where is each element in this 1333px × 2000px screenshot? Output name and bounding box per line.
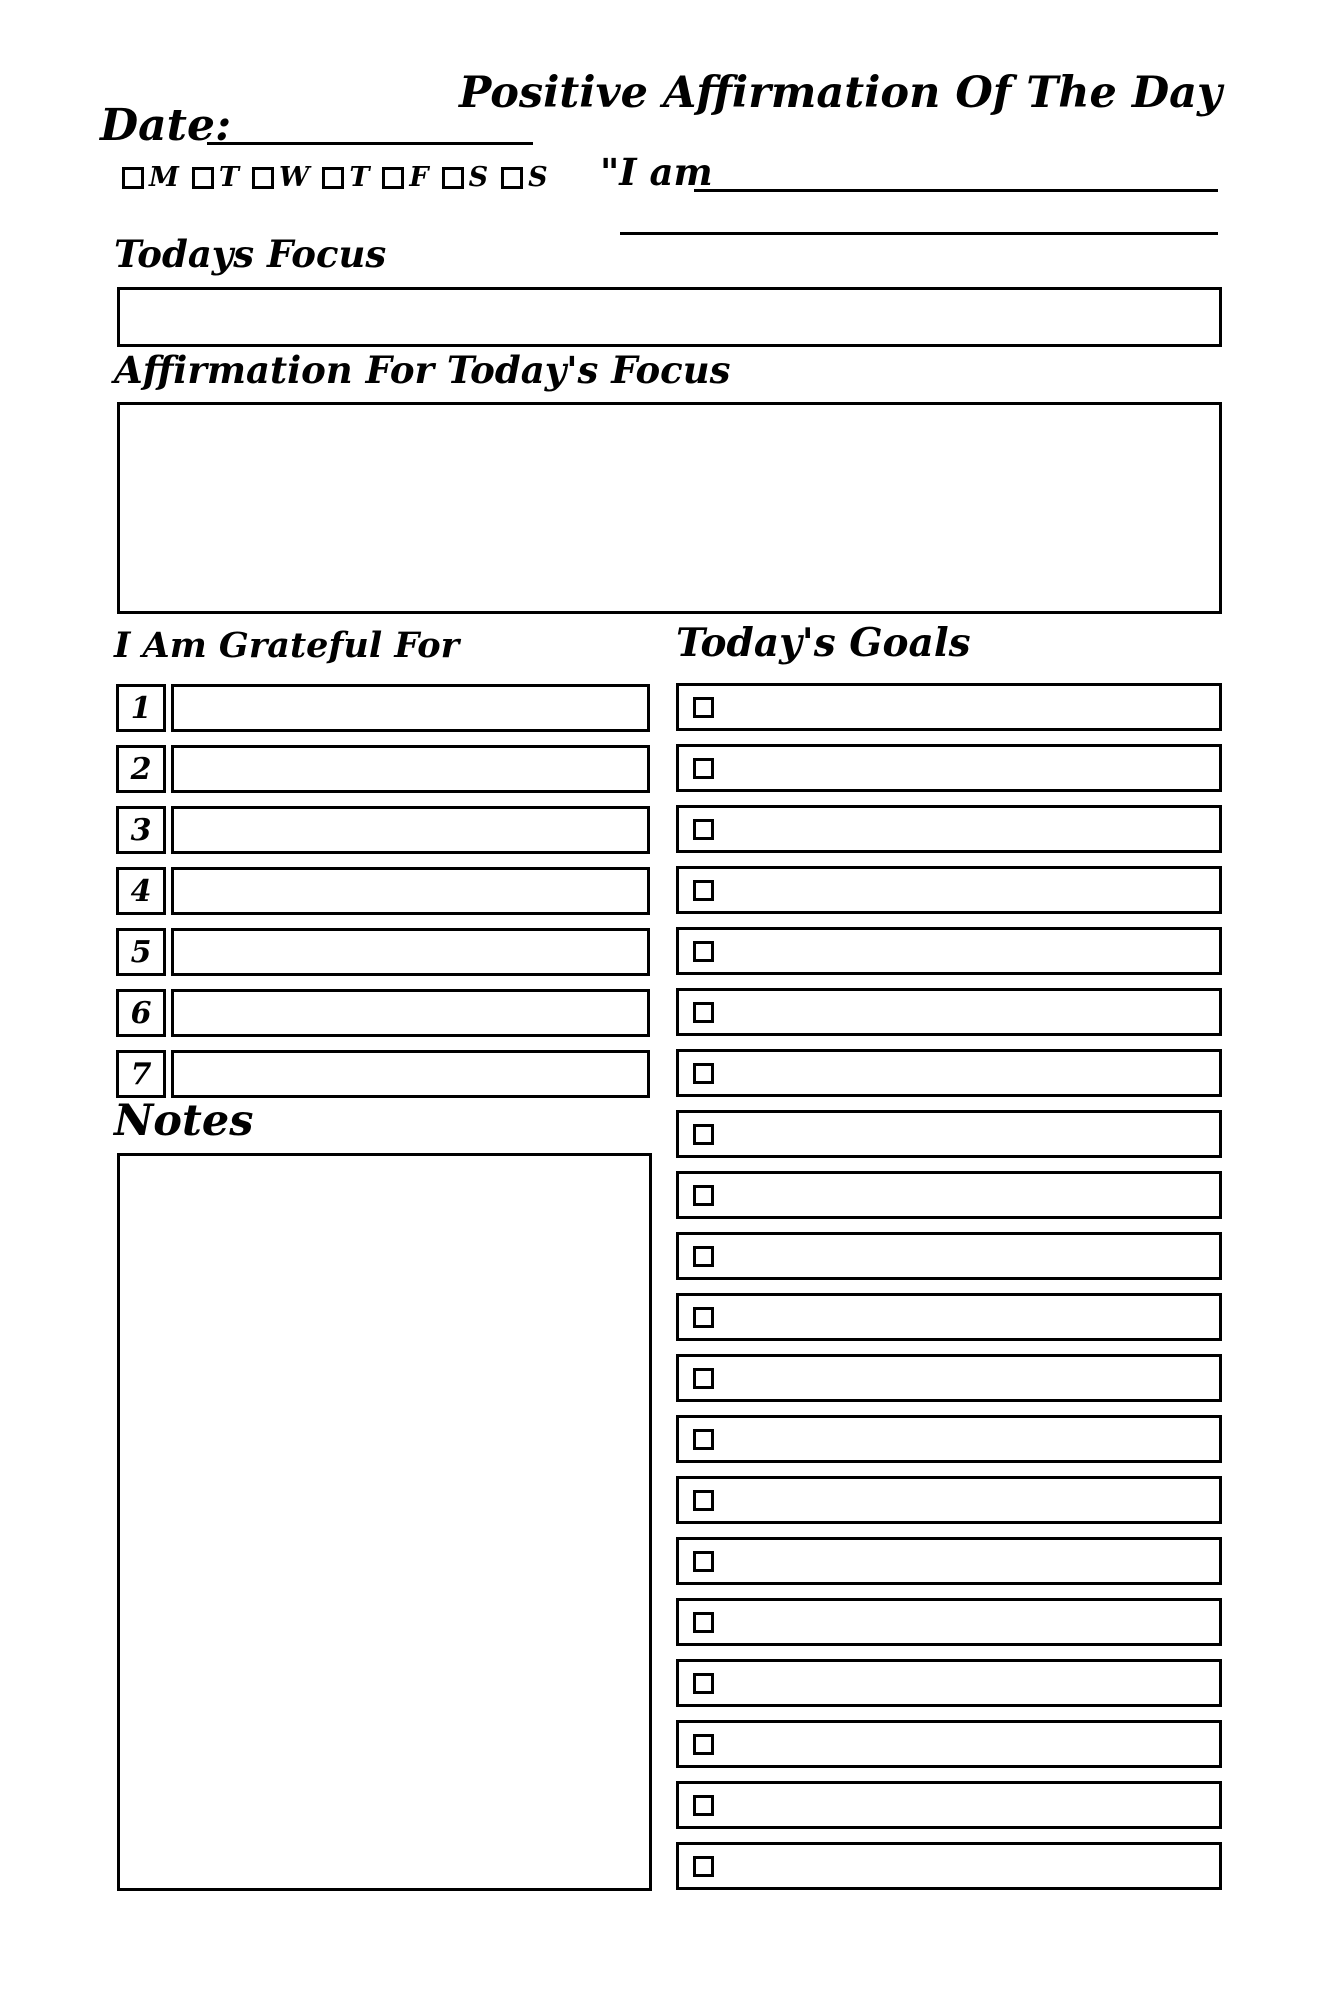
- goal-input-row-6[interactable]: [676, 988, 1222, 1036]
- day-letter: W: [278, 162, 310, 193]
- goal-checkbox-4[interactable]: [693, 880, 714, 901]
- day-letter: S: [468, 162, 489, 193]
- day-item-6: [442, 164, 489, 191]
- goal-input-row-7[interactable]: [676, 1049, 1222, 1097]
- goal-checkbox-8[interactable]: [693, 1124, 714, 1145]
- notes-label: Notes: [114, 1096, 254, 1146]
- grateful-row: [116, 684, 650, 732]
- goal-checkbox-9[interactable]: [693, 1185, 714, 1206]
- goal-input-row-11[interactable]: [676, 1293, 1222, 1341]
- day-letter: T: [349, 162, 370, 193]
- goal-input-row-9[interactable]: [676, 1171, 1222, 1219]
- grateful-row: [116, 806, 650, 854]
- goal-checkbox-18[interactable]: [693, 1734, 714, 1755]
- goal-input-row-19[interactable]: [676, 1781, 1222, 1829]
- goal-checkbox-7[interactable]: [693, 1063, 714, 1084]
- i-am-input-line-2[interactable]: [620, 232, 1218, 235]
- todays-focus-input-box[interactable]: [117, 287, 1222, 347]
- goal-checkbox-14[interactable]: [693, 1490, 714, 1511]
- todays-goals-label: Today's Goals: [676, 620, 971, 666]
- day-checkbox-m-1[interactable]: [122, 167, 144, 189]
- grateful-list: [116, 684, 650, 1098]
- goal-checkbox-20[interactable]: [693, 1856, 714, 1877]
- grateful-row: [116, 1050, 650, 1098]
- goal-checkbox-10[interactable]: [693, 1246, 714, 1267]
- grateful-row: [116, 745, 650, 793]
- day-checkbox-s-6[interactable]: [442, 167, 464, 189]
- day-checkbox-s-7[interactable]: [501, 167, 523, 189]
- day-letter: F: [409, 162, 429, 193]
- i-am-label: "I am: [600, 150, 713, 194]
- i-am-input-line-1[interactable]: [694, 189, 1218, 192]
- goal-checkbox-16[interactable]: [693, 1612, 714, 1633]
- grateful-number-1: 1: [116, 684, 166, 732]
- goal-checkbox-2[interactable]: [693, 758, 714, 779]
- goal-input-row-18[interactable]: [676, 1720, 1222, 1768]
- notes-input-box[interactable]: [117, 1153, 652, 1891]
- grateful-row: [116, 867, 650, 915]
- goal-input-row-8[interactable]: [676, 1110, 1222, 1158]
- goal-checkbox-3[interactable]: [693, 819, 714, 840]
- day-checkbox-t-4[interactable]: [322, 167, 344, 189]
- grateful-row: [116, 989, 650, 1037]
- date-input-line[interactable]: [207, 142, 533, 145]
- grateful-number-2: 2: [116, 745, 166, 793]
- grateful-input-3[interactable]: [171, 806, 650, 854]
- grateful-input-4[interactable]: [171, 867, 650, 915]
- grateful-input-6[interactable]: [171, 989, 650, 1037]
- day-letter: T: [218, 162, 239, 193]
- day-letter: S: [528, 162, 548, 193]
- goal-input-row-1[interactable]: [676, 683, 1222, 731]
- grateful-input-5[interactable]: [171, 928, 650, 976]
- day-item-7: [501, 164, 548, 191]
- goal-input-row-15[interactable]: [676, 1537, 1222, 1585]
- goal-checkbox-5[interactable]: [693, 941, 714, 962]
- grateful-number-5: 5: [116, 928, 166, 976]
- date-label: Date:: [100, 100, 232, 151]
- grateful-number-4: 4: [116, 867, 166, 915]
- goal-input-row-20[interactable]: [676, 1842, 1222, 1890]
- goal-checkbox-11[interactable]: [693, 1307, 714, 1328]
- goal-input-row-17[interactable]: [676, 1659, 1222, 1707]
- grateful-row: [116, 928, 650, 976]
- goal-input-row-4[interactable]: [676, 866, 1222, 914]
- goal-input-row-12[interactable]: [676, 1354, 1222, 1402]
- day-checkbox-f-5[interactable]: [382, 167, 404, 189]
- day-item-4: [322, 164, 369, 191]
- goals-list: [676, 683, 1222, 1890]
- goal-checkbox-15[interactable]: [693, 1551, 714, 1572]
- todays-focus-label: Todays Focus: [114, 232, 387, 276]
- grateful-number-3: 3: [116, 806, 166, 854]
- goal-input-row-14[interactable]: [676, 1476, 1222, 1524]
- day-checkbox-row: [122, 164, 561, 191]
- grateful-number-7: 7: [116, 1050, 166, 1098]
- day-item-3: [252, 164, 309, 191]
- grateful-input-7[interactable]: [171, 1050, 650, 1098]
- day-checkbox-t-2[interactable]: [192, 167, 214, 189]
- goal-checkbox-6[interactable]: [693, 1002, 714, 1023]
- page-title: Positive Affirmation Of The Day: [459, 68, 1222, 118]
- goal-checkbox-1[interactable]: [693, 697, 714, 718]
- goal-input-row-16[interactable]: [676, 1598, 1222, 1646]
- goal-input-row-2[interactable]: [676, 744, 1222, 792]
- goal-checkbox-13[interactable]: [693, 1429, 714, 1450]
- goal-checkbox-19[interactable]: [693, 1795, 714, 1816]
- day-item-1: [122, 164, 179, 191]
- goal-checkbox-12[interactable]: [693, 1368, 714, 1389]
- day-checkbox-w-3[interactable]: [252, 167, 274, 189]
- grateful-input-2[interactable]: [171, 745, 650, 793]
- goal-input-row-3[interactable]: [676, 805, 1222, 853]
- goal-input-row-13[interactable]: [676, 1415, 1222, 1463]
- grateful-number-6: 6: [116, 989, 166, 1037]
- goal-input-row-5[interactable]: [676, 927, 1222, 975]
- day-item-2: [192, 164, 239, 191]
- goal-checkbox-17[interactable]: [693, 1673, 714, 1694]
- goal-input-row-10[interactable]: [676, 1232, 1222, 1280]
- affirmation-label: Affirmation For Today's Focus: [114, 348, 731, 392]
- affirmation-input-box[interactable]: [117, 402, 1222, 614]
- grateful-label: I Am Grateful For: [114, 625, 460, 666]
- day-letter: M: [149, 162, 179, 193]
- grateful-input-1[interactable]: [171, 684, 650, 732]
- day-item-5: [382, 164, 428, 191]
